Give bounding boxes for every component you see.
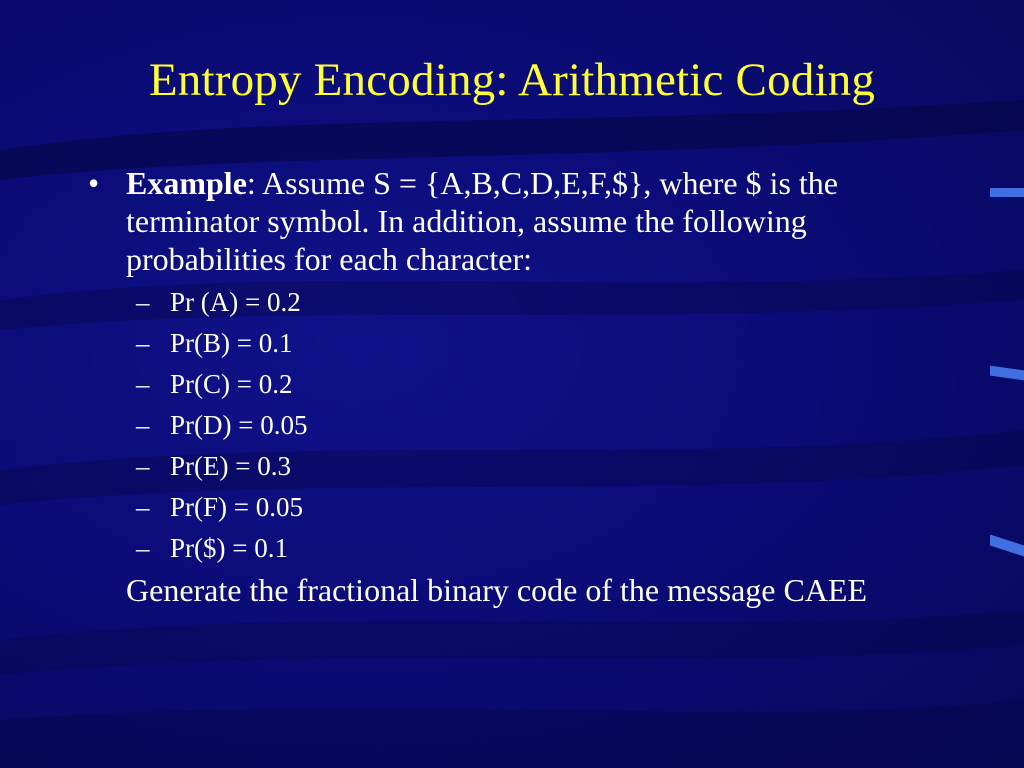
dash-marker: –: [136, 369, 150, 399]
probability-text: Pr(D) = 0.05: [170, 410, 308, 440]
slide-title: Entropy Encoding: Arithmetic Coding: [148, 54, 876, 106]
probability-text: Pr (A) = 0.2: [170, 287, 301, 317]
dash-marker: –: [136, 533, 150, 563]
example-bullet: [88, 164, 948, 278]
example-label: Example: [126, 165, 247, 201]
dash-marker: –: [136, 287, 150, 317]
dash-marker: –: [136, 451, 150, 481]
dash-marker: –: [136, 410, 150, 440]
probability-item: [136, 446, 948, 487]
dash-marker: –: [136, 328, 150, 358]
probability-item: [136, 323, 948, 364]
closing-instruction: Generate the fractional binary code of the message CAEE: [126, 572, 868, 608]
dash-marker: –: [136, 492, 150, 522]
probability-item: [136, 364, 948, 405]
probability-item: [136, 528, 948, 569]
decorative-accent-bar-1: [990, 188, 1024, 197]
probability-item: [136, 487, 948, 528]
bullet-marker: •: [88, 165, 100, 201]
probability-text: Pr(F) = 0.05: [170, 492, 303, 522]
slide-body: [88, 164, 948, 609]
probability-text: Pr(C) = 0.2: [170, 369, 293, 399]
probability-item: [136, 282, 948, 323]
probability-text: Pr($) = 0.1: [170, 533, 288, 563]
probability-text: Pr(B) = 0.1: [170, 328, 293, 358]
example-text: : Assume S = {A,B,C,D,E,F,$}, where $ is the terminator symbol. In addition, assume the following probabilities for each character:: [126, 165, 838, 277]
probability-item: [136, 405, 948, 446]
probability-text: Pr(E) = 0.3: [170, 451, 291, 481]
probability-list: [88, 282, 948, 569]
